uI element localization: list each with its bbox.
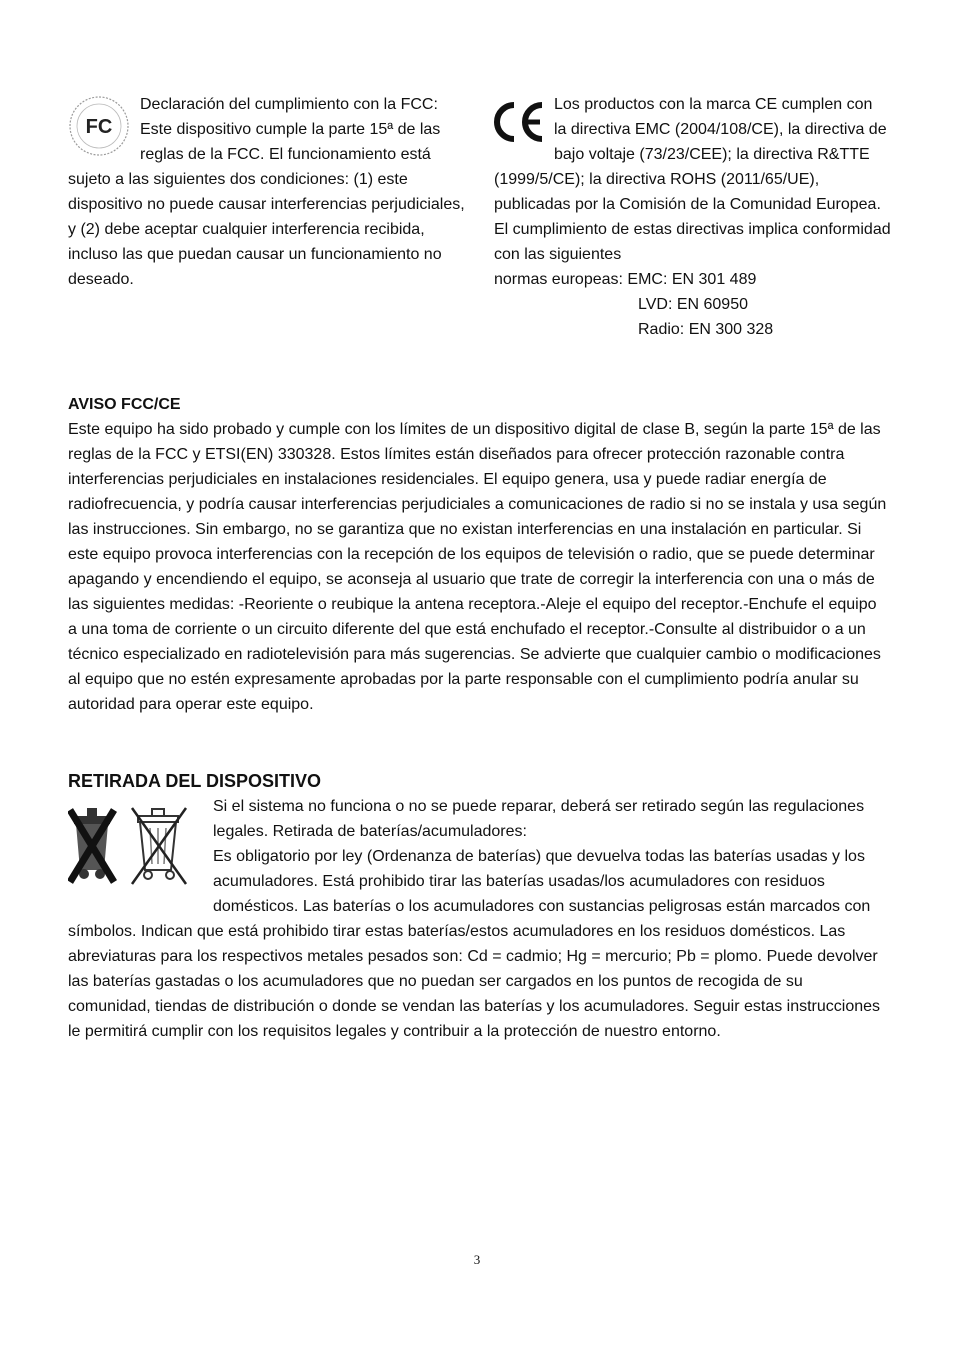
- crossed-bin-icon: [70, 808, 114, 882]
- retirada-section: [68, 768, 888, 1044]
- ce-norm-radio: Radio: EN 300 328: [638, 321, 774, 338]
- ce-intro: Los productos con la marca CE cumplen con: [554, 96, 873, 113]
- aviso-section: [68, 392, 888, 717]
- crossed-bin-outline-icon: [132, 808, 186, 884]
- ce-norm-lvd: LVD: EN 60950: [638, 296, 748, 313]
- ce-text: la directiva EMC (2004/108/CE), la directiva de bajo voltaje (73/23/CEE); la directiva R&TTE (1999/5/CE); la directiva ROHS (2011/65/UE), publicadas por la Comisión de la Comunidad Europea. El cumplimiento de estas directivas implica conformidad con las siguientes: [494, 121, 891, 263]
- disposal-icons: [68, 798, 208, 898]
- fcc-text: Declaración del cumplimiento con la FCC: Este dispositivo cumple la parte 15ª de las reglas de la FCC. El funcionamiento está sujeto a las siguientes dos condiciones: (1) este dispositivo no puede causar interferencias perjudiciales, y (2) debe aceptar cualquier interferencia recibida, incluso las que puedan causar un funcionamiento no deseado.: [68, 96, 465, 288]
- fcc-declaration: [68, 92, 468, 292]
- ce-mark-icon: [490, 98, 546, 146]
- fcc-logo-text: FC: [85, 116, 113, 138]
- fcc-logo-icon: [68, 95, 130, 157]
- retirada-para2: Es obligatorio por ley (Ordenanza de baterías) que devuelva todas las baterías usadas y los acumuladores. Está prohibido tirar las baterías usadas/los acumuladores con residuos domésticos. Las baterías o los acumuladores con sustancias peligrosas están marcados con símbolos. Indican que está prohibido tirar estas baterías/estos acumuladores en los residuos domésticos. Las abreviaturas para los respectivos metales pesados son: Cd = cadmio; Hg = mercurio; Pb = plomo. Puede devolver las baterías gastadas o los acumuladores que no puedan ser cargados en los puntos de recogida de su comunidad, tiendas de distribución o donde se vendan las baterías y los acumuladores. Seguir estas instrucciones le permitirá cumplir con los requisitos legales y contribuir a la protección de nuestro entorno.: [68, 848, 881, 1040]
- ce-norms-intro: normas europeas: EMC: EN 301 489: [494, 271, 757, 288]
- aviso-heading: AVISO FCC/CE: [68, 396, 181, 413]
- page-number: 3: [473, 1252, 481, 1267]
- retirada-heading: RETIRADA DEL DISPOSITIVO: [68, 771, 322, 791]
- aviso-text: Este equipo ha sido probado y cumple con los límites de un dispositivo digital de clase B, según la parte 15ª de las reglas de la FCC y ETSI(EN) 330328. Estos límites están diseñados para ofrecer protección razonable contra interferencias perjudiciales en instalaciones residenciales. El equipo genera, usa y puede radiar energía de radiofrecuencia, y podría causar interferencias perjudiciales a comunicaciones de radio si no se instala y usa según las instrucciones. Sin embargo, no se garantiza que no existan interferencias en una instalación en particular. Si este equipo provoca interferencias con la recepción de los equipos de televisión o radio, que se puede determinar apagando y encendiendo el equipo, se aconseja al usuario que trate de corregir la interferencia con una o más de las siguientes medidas: -Reoriente o reubique la antena receptora.-Aleje el equipo del receptor.-Enchufe el equipo a una toma de corriente o un circuito diferente del que está enchufado el receptor.-Consulte al distribuidor o a un técnico especializado en radiotelevisión para más sugerencias. Se advierte que cualquier cambio o modificaciones al equipo que no estén expresamente aprobadas por la parte responsable con el cumplimiento podría anular su autoridad para operar este equipo.: [68, 421, 887, 713]
- retirada-para1: Si el sistema no funciona o no se puede reparar, deberá ser retirado según las regulaciones legales. Retirada de baterías/acumuladores:: [213, 798, 865, 840]
- ce-declaration: [494, 92, 894, 342]
